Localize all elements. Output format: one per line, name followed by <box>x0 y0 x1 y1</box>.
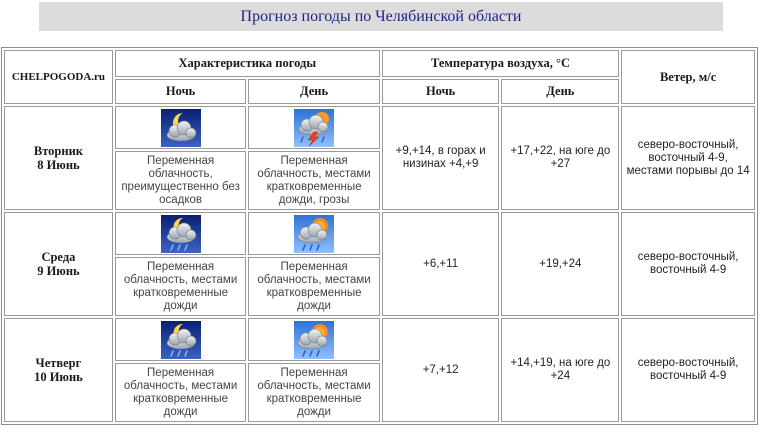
moon-cloud-rain-icon <box>161 215 201 253</box>
thunderstorm-icon <box>294 109 334 147</box>
day-icon-cell <box>248 106 379 149</box>
weekday: Среда <box>41 250 76 264</box>
temperature-header: Температура воздуха, °С <box>382 50 619 77</box>
day-label <box>4 106 113 210</box>
temp-day: +19,+24 <box>501 212 619 316</box>
day-icon-cell <box>248 212 379 255</box>
day-label <box>4 318 113 422</box>
night-icon-cell <box>115 318 246 361</box>
temp-day: +17,+22, на юге до +27 <box>501 106 619 210</box>
night-description: Переменная облачность, местами кратковременные дожди <box>115 363 246 422</box>
wind: северо-восточный, восточный 4-9, местами порывы до 14 <box>621 106 755 210</box>
weekday: Четверг <box>35 356 82 370</box>
day-icon-cell <box>248 318 379 361</box>
page-title: Прогноз погоды по Челябинской области <box>39 2 723 31</box>
sun-cloud-rain-icon <box>294 215 334 253</box>
temp-night-header: Ночь <box>382 79 500 104</box>
wind-header: Ветер, м/с <box>621 50 755 104</box>
site-name: CHELPOGODA.ru <box>4 50 113 104</box>
temp-night: +9,+14, в горах и низинах +4,+9 <box>382 106 500 210</box>
night-icon-cell <box>115 106 246 149</box>
sun-cloud-rain-icon <box>294 321 334 359</box>
day-description: Переменная облачность, местами кратковременные дожди <box>248 257 379 316</box>
temp-day-header: День <box>501 79 619 104</box>
wind: северо-восточный, восточный 4-9 <box>621 318 755 422</box>
night-description: Переменная облачность, преимущественно без осадков <box>115 151 246 210</box>
weather-night-header: Ночь <box>115 79 246 104</box>
day-description: Переменная облачность, местами кратковременные дожди <box>248 363 379 422</box>
forecast-table <box>1 47 758 425</box>
temp-night: +6,+11 <box>382 212 500 316</box>
weekday: Вторник <box>33 144 83 158</box>
weather-characteristic-header: Характеристика погоды <box>115 50 380 77</box>
day-description: Переменная облачность, местами кратковременные дожди, грозы <box>248 151 379 210</box>
temp-day: +14,+19, на юге до +24 <box>501 318 619 422</box>
wind: северо-восточный, восточный 4-9 <box>621 212 755 316</box>
night-description: Переменная облачность, местами кратковременные дожди <box>115 257 246 316</box>
date: 10 Июнь <box>34 370 83 384</box>
date: 8 Июнь <box>37 158 80 172</box>
date: 9 Июнь <box>37 264 80 278</box>
weather-day-header: День <box>248 79 379 104</box>
day-label <box>4 212 113 316</box>
temp-night: +7,+12 <box>382 318 500 422</box>
moon-cloud-icon <box>161 109 201 147</box>
moon-cloud-rain-icon <box>161 321 201 359</box>
night-icon-cell <box>115 212 246 255</box>
